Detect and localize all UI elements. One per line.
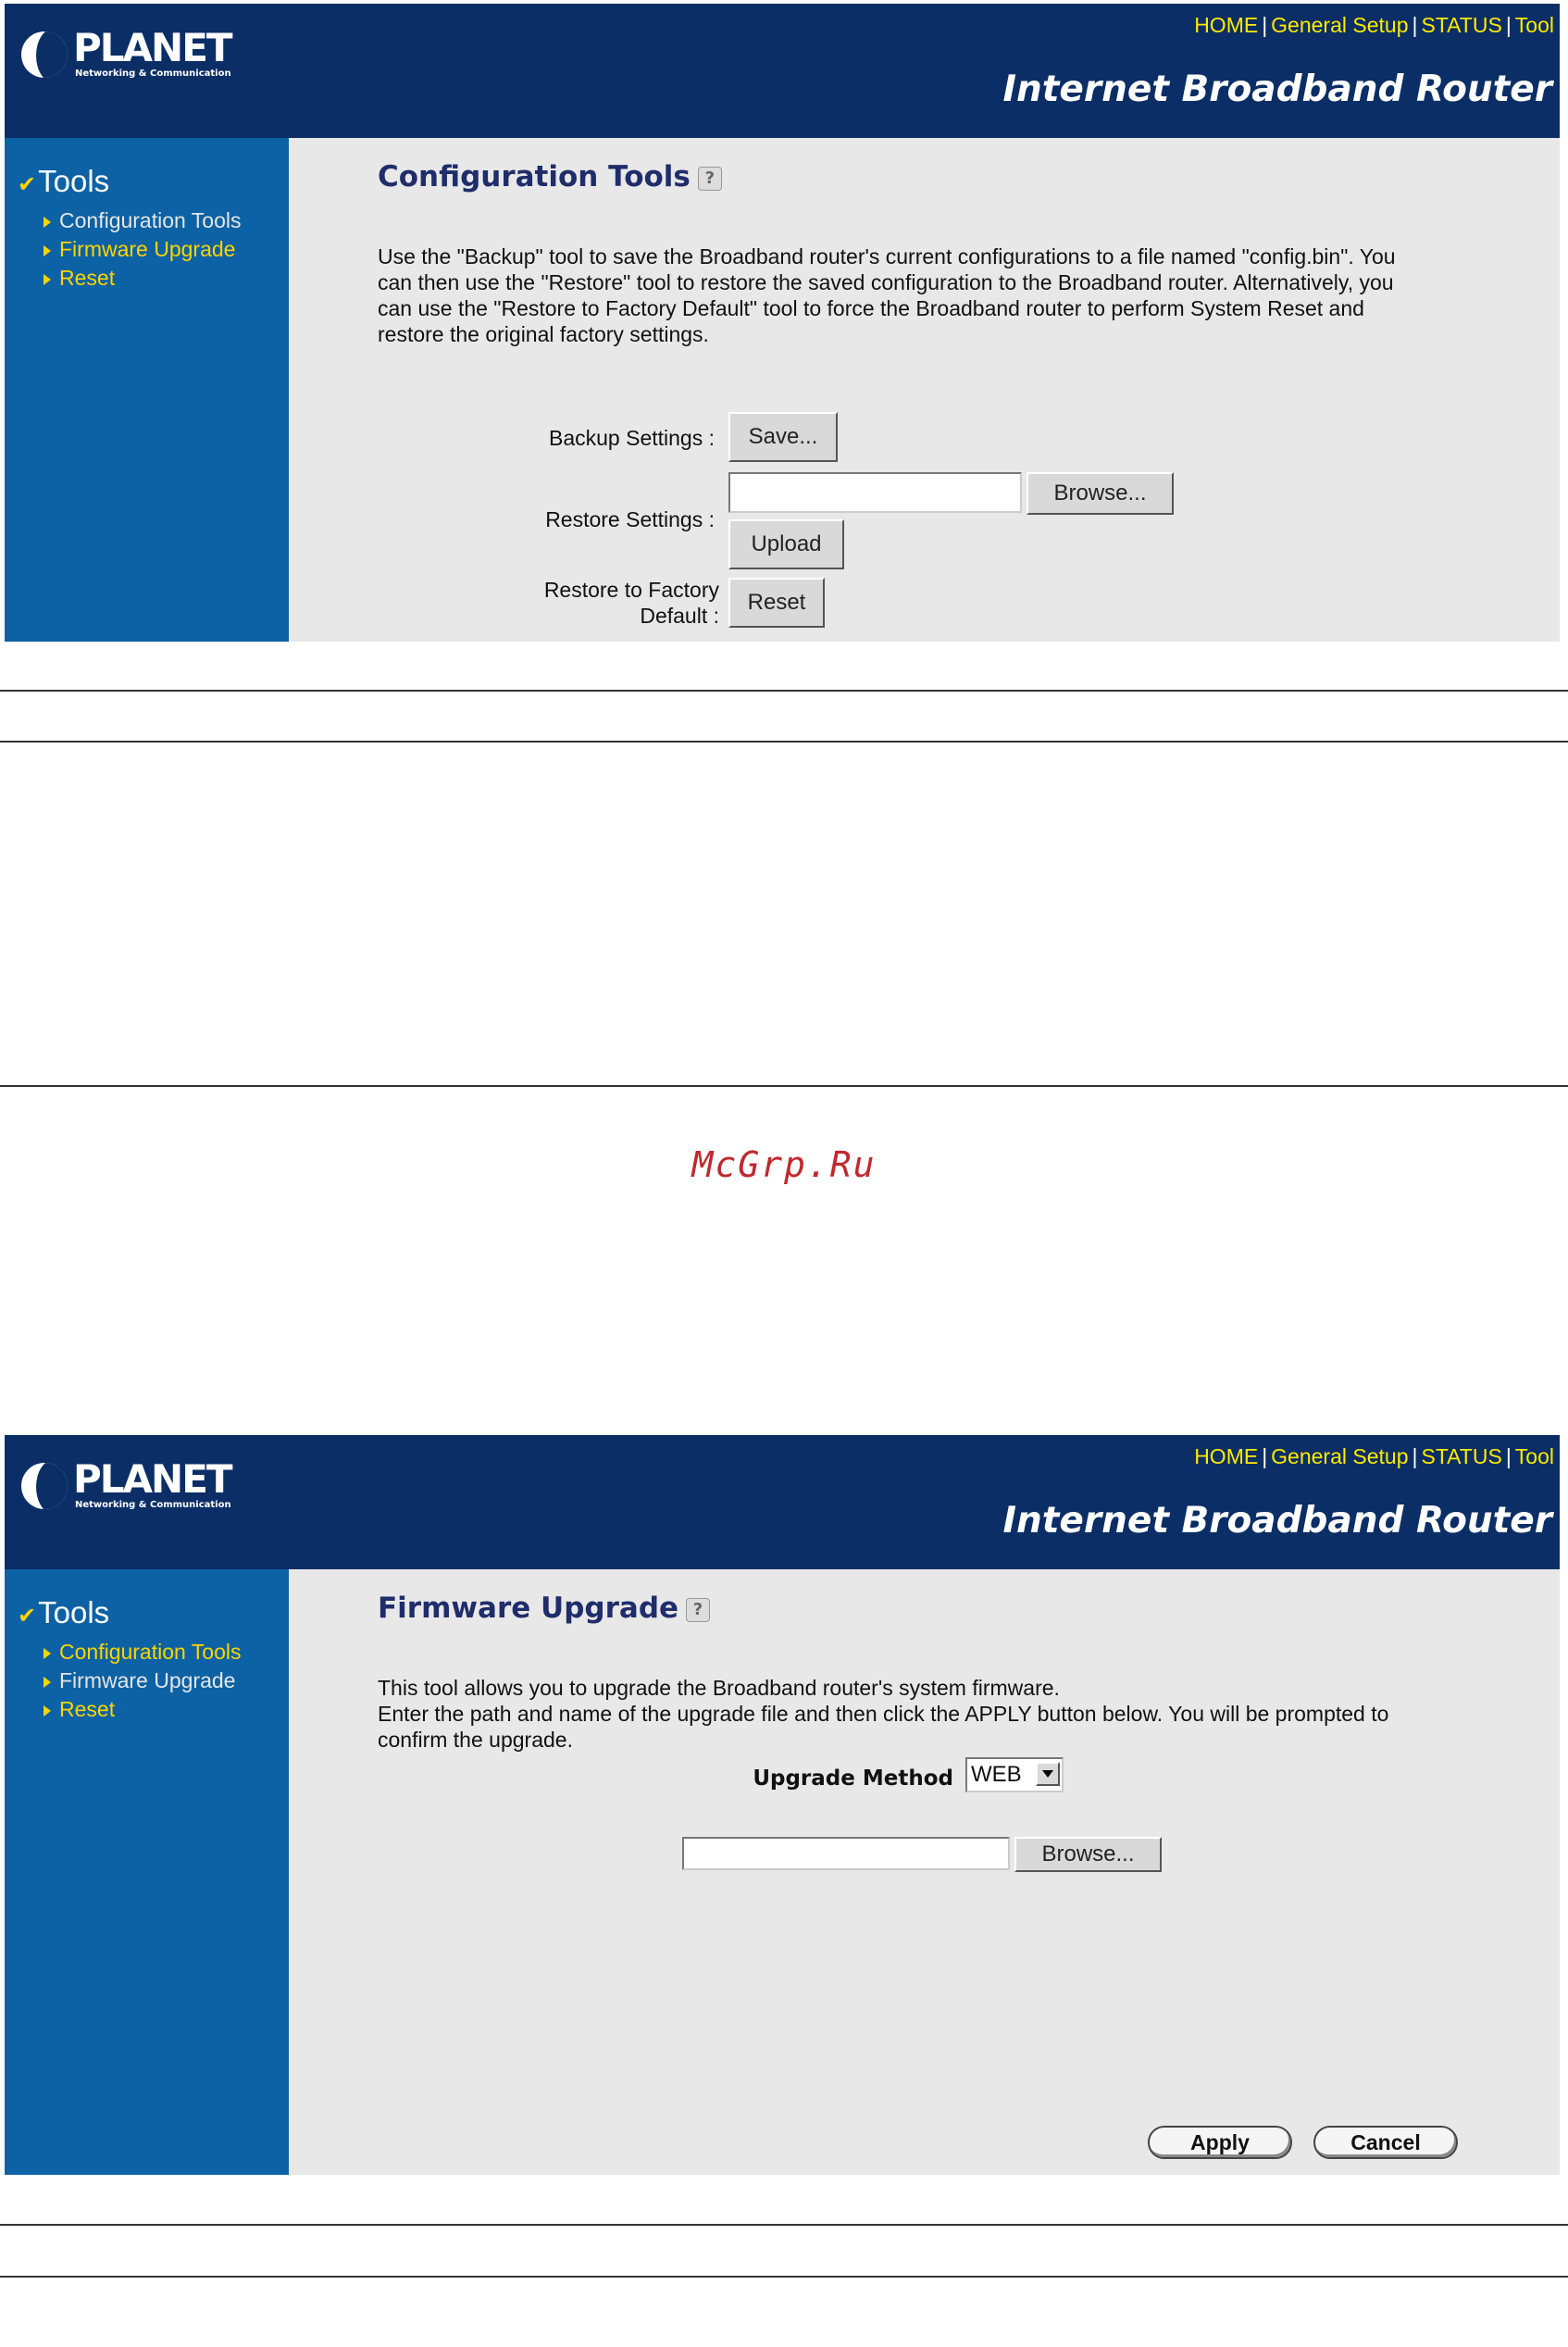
nav-tool-link[interactable]: Tool (1514, 1444, 1554, 1468)
restore-factory-label (428, 577, 719, 629)
nav-separator: | (1412, 13, 1418, 37)
product-title: Internet Broadband Router (1002, 1500, 1552, 1542)
arrow-right-icon (44, 1705, 51, 1717)
planet-logo (21, 1456, 243, 1518)
nav-status-link[interactable]: STATUS (1421, 1444, 1502, 1468)
reset-button[interactable]: Reset (728, 578, 825, 628)
restore-file-input[interactable] (728, 472, 1022, 513)
sidebar-item-reset[interactable] (44, 266, 115, 291)
arrow-right-icon (44, 1648, 51, 1659)
sidebar-item-label: Configuration Tools (59, 208, 242, 232)
divider (0, 2224, 1568, 2226)
sidebar-item-configuration-tools[interactable] (44, 208, 241, 233)
help-icon[interactable]: ? (698, 167, 722, 191)
checkmark-icon: ✔ (18, 172, 37, 197)
backup-settings-label: Backup Settings : (549, 426, 715, 450)
router-window-firmware-upgrade (5, 1435, 1560, 2175)
description (378, 1675, 1388, 1753)
chevron-down-icon[interactable] (1036, 1762, 1060, 1786)
sidebar-title (18, 164, 109, 199)
top-nav (1194, 13, 1554, 38)
sidebar (5, 138, 289, 642)
browse-button[interactable]: Browse... (1014, 1837, 1162, 1872)
sidebar-item-label: Reset (59, 266, 116, 290)
divider (0, 2276, 1568, 2278)
sidebar-item-configuration-tools[interactable] (44, 1640, 241, 1665)
product-title: Internet Broadband Router (1002, 69, 1552, 110)
nav-separator: | (1505, 13, 1512, 37)
nav-separator: | (1505, 1444, 1512, 1468)
page-title (378, 160, 722, 194)
sidebar-title-label: Tools (38, 1595, 110, 1629)
description-line: can then use the "Restore" tool to restore the saved configuration to the Broadband router. Alternatively, you (378, 270, 1394, 294)
planet-logo (21, 25, 243, 87)
nav-home-link[interactable]: HOME (1194, 13, 1259, 37)
page-title (378, 1592, 710, 1625)
help-icon[interactable]: ? (686, 1598, 710, 1622)
upload-button[interactable]: Upload (728, 519, 844, 569)
sidebar-item-firmware-upgrade[interactable] (44, 1668, 235, 1693)
firmware-file-input[interactable] (682, 1837, 1010, 1870)
page-title-text: Configuration Tools (378, 160, 691, 194)
sidebar-title-label: Tools (38, 164, 110, 198)
top-nav (1194, 1444, 1554, 1469)
header-bar (5, 4, 1560, 138)
upgrade-method-select[interactable] (965, 1757, 1064, 1792)
nav-status-link[interactable]: STATUS (1421, 13, 1502, 37)
logo-name: PLANET (73, 25, 231, 70)
description-line: restore the original factory settings. (378, 322, 709, 346)
logo-tagline: Networking & Communication (75, 1500, 231, 1510)
sidebar-item-reset[interactable] (44, 1697, 115, 1722)
cancel-button[interactable]: Cancel (1313, 2126, 1458, 2159)
page-title-text: Firmware Upgrade (378, 1592, 679, 1625)
nav-general-setup-link[interactable]: General Setup (1271, 13, 1409, 37)
arrow-right-icon (44, 245, 51, 256)
logo-tagline: Networking & Communication (75, 69, 231, 79)
divider (0, 1085, 1568, 1087)
description-line: Enter the path and name of the upgrade file and then click the APPLY button below. You will be prompted to (378, 1702, 1389, 1726)
nav-separator: | (1262, 1444, 1268, 1468)
nav-tool-link[interactable]: Tool (1514, 13, 1554, 37)
restore-settings-label: Restore Settings : (545, 507, 715, 531)
sidebar-item-label: Reset (59, 1697, 116, 1721)
sidebar-item-firmware-upgrade[interactable] (44, 237, 235, 262)
main-content (289, 1569, 1560, 2175)
arrow-right-icon (44, 1677, 51, 1688)
restore-factory-label-line: Default : (640, 604, 719, 628)
divider (0, 741, 1568, 743)
divider (0, 690, 1568, 692)
arrow-right-icon (44, 274, 51, 285)
upgrade-method-label: Upgrade Method (753, 1766, 953, 1791)
description-line: This tool allows you to upgrade the Broadband router's system firmware. (378, 1676, 1060, 1700)
description-line: confirm the upgrade. (378, 1728, 573, 1752)
nav-general-setup-link[interactable]: General Setup (1271, 1444, 1409, 1468)
sidebar (5, 1569, 289, 2175)
apply-button[interactable]: Apply (1148, 2126, 1292, 2159)
nav-home-link[interactable]: HOME (1194, 1444, 1259, 1468)
header-bar (5, 1435, 1560, 1569)
sidebar-item-label: Firmware Upgrade (59, 237, 236, 261)
upgrade-method-value: WEB (971, 1762, 1022, 1787)
restore-factory-label-line: Restore to Factory (543, 578, 719, 602)
main-content (289, 138, 1560, 642)
watermark: McGrp.Ru (691, 1144, 877, 1185)
nav-separator: | (1262, 13, 1268, 37)
router-window-config-tools (5, 4, 1560, 642)
description-line: can use the "Restore to Factory Default" tool to force the Broadband router to perform System Reset and (378, 296, 1364, 320)
arrow-right-icon (44, 217, 51, 228)
browse-button[interactable]: Browse... (1027, 472, 1174, 515)
logo-name: PLANET (73, 1456, 231, 1502)
planet-logo-icon (21, 31, 68, 78)
sidebar-title (18, 1595, 109, 1630)
sidebar-item-label: Configuration Tools (59, 1640, 242, 1664)
description (378, 243, 1396, 347)
checkmark-icon: ✔ (18, 1604, 37, 1629)
save-button[interactable]: Save... (728, 412, 838, 462)
nav-separator: | (1412, 1444, 1418, 1468)
planet-logo-icon (21, 1463, 68, 1509)
sidebar-item-label: Firmware Upgrade (59, 1668, 236, 1692)
description-line: Use the "Backup" tool to save the Broadband router's current configurations to a file named "config.bin". You (378, 244, 1396, 268)
